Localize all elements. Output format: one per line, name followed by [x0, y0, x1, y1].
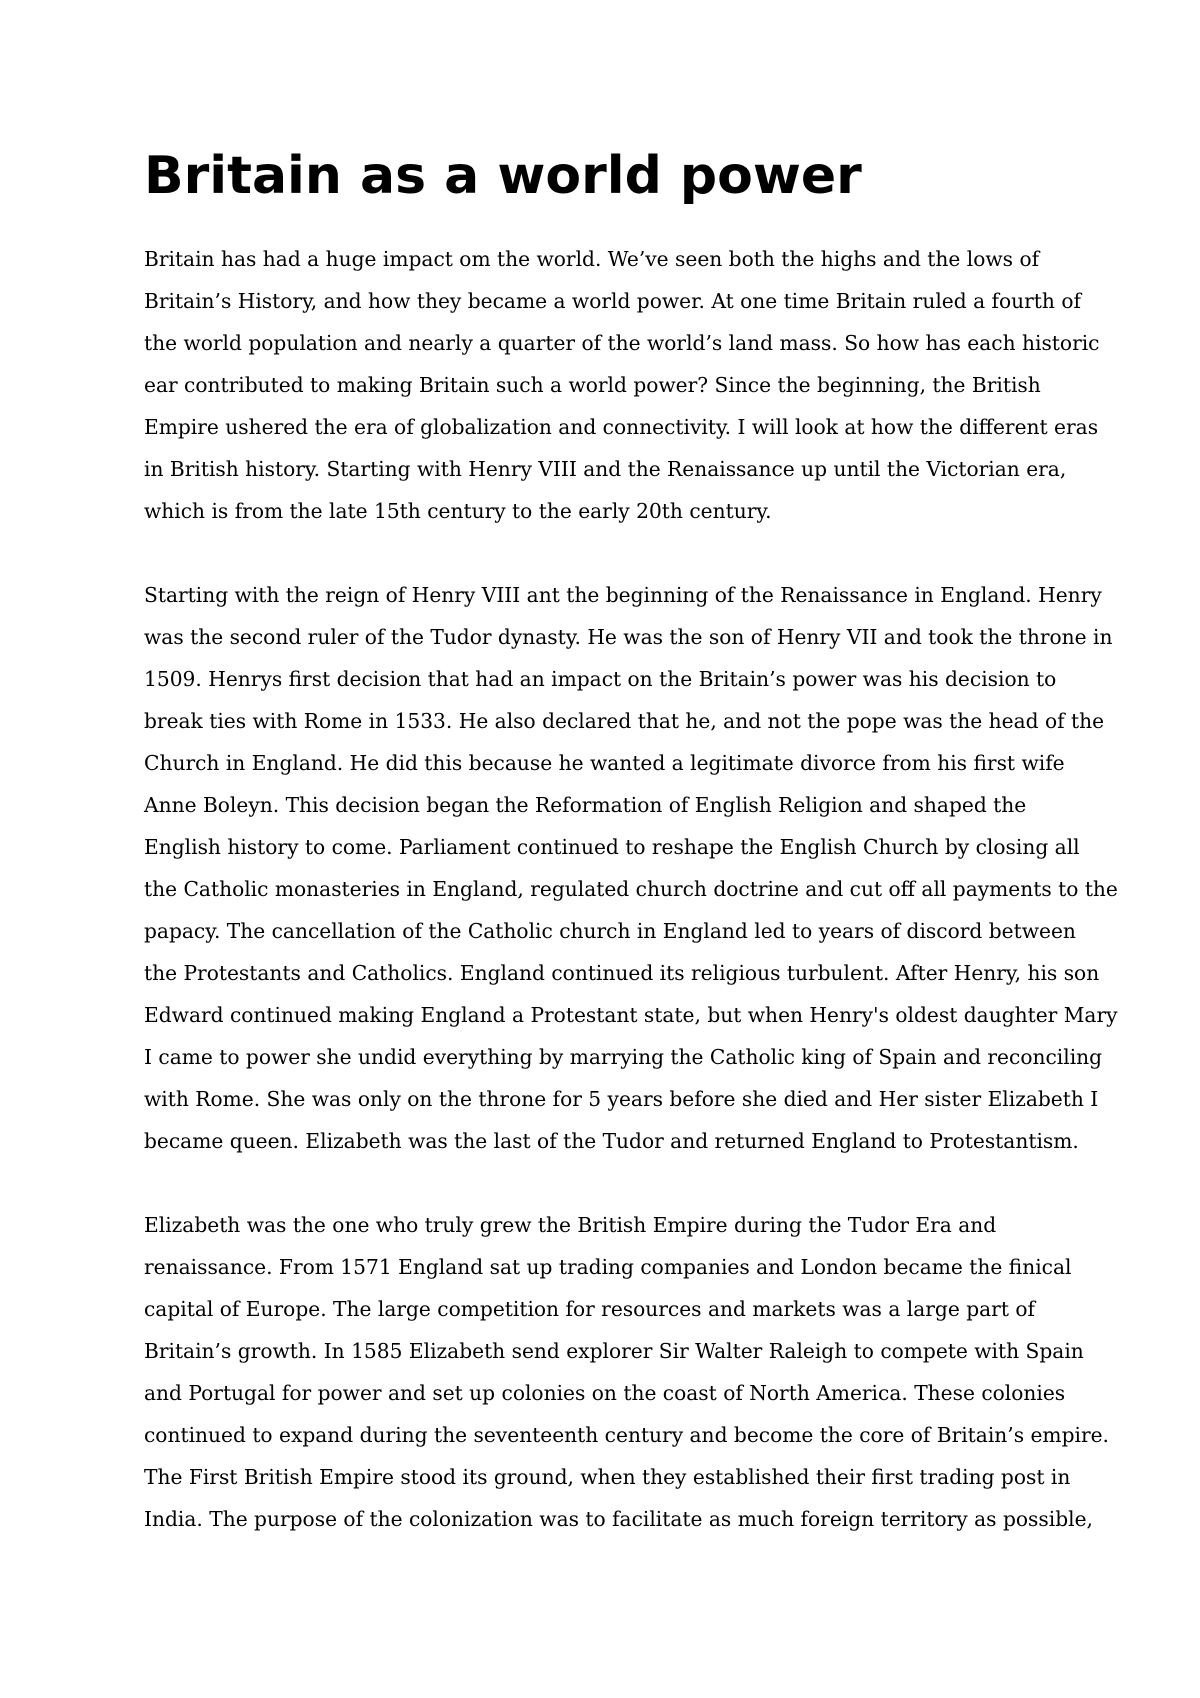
text-line: India. The purpose of the colonization was to facilitate as much foreign territory as possible, — [144, 1507, 1093, 1531]
text-line: papacy. The cancellation of the Catholic church in England led to years of discord between — [144, 919, 1076, 943]
text-line: with Rome. She was only on the throne for 5 years before she died and Her sister Elizabeth I — [144, 1087, 1099, 1111]
document-body — [144, 140, 1118, 1582]
document-title: Britain as a world power — [144, 146, 862, 206]
text-line: Britain’s History, and how they became a world power. At one time Britain ruled a fourth of — [144, 289, 1081, 313]
paragraph-henry-viii — [144, 574, 1118, 1162]
text-line: became queen. Elizabeth was the last of the Tudor and returned England to Protestantism. — [144, 1129, 1079, 1153]
text-line: the Protestants and Catholics. England continued its religious turbulent. After Henry, his son — [144, 961, 1100, 985]
text-line: Anne Boleyn. This decision began the Reformation of English Religion and shaped the — [144, 793, 1027, 817]
text-line: break ties with Rome in 1533. He also declared that he, and not the pope was the head of the — [144, 709, 1105, 733]
text-line: the world population and nearly a quarter of the world’s land mass. So how has each historic — [144, 331, 1100, 355]
text-line: English history to come. Parliament continued to reshape the English Church by closing all — [144, 835, 1080, 859]
text-line: was the second ruler of the Tudor dynasty. He was the son of Henry VII and took the throne in — [144, 625, 1113, 649]
text-line: Empire ushered the era of globalization and connectivity. I will look at how the different eras — [144, 415, 1099, 439]
text-line: continued to expand during the seventeenth century and become the core of Britain’s empire. — [144, 1423, 1109, 1447]
text-line: Church in England. He did this because he wanted a legitimate divorce from his first wife — [144, 751, 1065, 775]
text-line: I came to power she undid everything by marrying the Catholic king of Spain and reconciling — [144, 1045, 1103, 1069]
text-line: Starting with the reign of Henry VIII ant the beginning of the Renaissance in England. Henry — [144, 583, 1102, 607]
text-line: The First British Empire stood its ground, when they established their first trading post in — [144, 1465, 1071, 1489]
text-line: the Catholic monasteries in England, regulated church doctrine and cut off all payments to the — [144, 877, 1118, 901]
text-line: Elizabeth was the one who truly grew the British Empire during the Tudor Era and — [144, 1213, 997, 1237]
text-line: and Portugal for power and set up colonies on the coast of North America. These colonies — [144, 1381, 1066, 1405]
text-line: Britain’s growth. In 1585 Elizabeth send explorer Sir Walter Raleigh to compete with Spain — [144, 1339, 1084, 1363]
text-line: renaissance. From 1571 England sat up trading companies and London became the finical — [144, 1255, 1072, 1279]
text-line: 1509. Henrys first decision that had an impact on the Britain’s power was his decision to — [144, 667, 1057, 691]
text-line: capital of Europe. The large competition for resources and markets was a large part of — [144, 1297, 1035, 1321]
text-line: ear contributed to making Britain such a world power? Since the beginning, the British — [144, 373, 1041, 397]
paragraph-intro — [144, 238, 1100, 532]
text-line: Britain has had a huge impact om the world. We’ve seen both the highs and the lows of — [144, 247, 1040, 271]
text-line: Edward continued making England a Protestant state, but when Henry's oldest daughter Mary — [144, 1003, 1118, 1027]
text-line: in British history. Starting with Henry VIII and the Renaissance up until the Victorian era, — [144, 457, 1067, 481]
text-line: which is from the late 15th century to the early 20th century. — [144, 499, 772, 523]
paragraph-elizabeth — [144, 1204, 1109, 1540]
